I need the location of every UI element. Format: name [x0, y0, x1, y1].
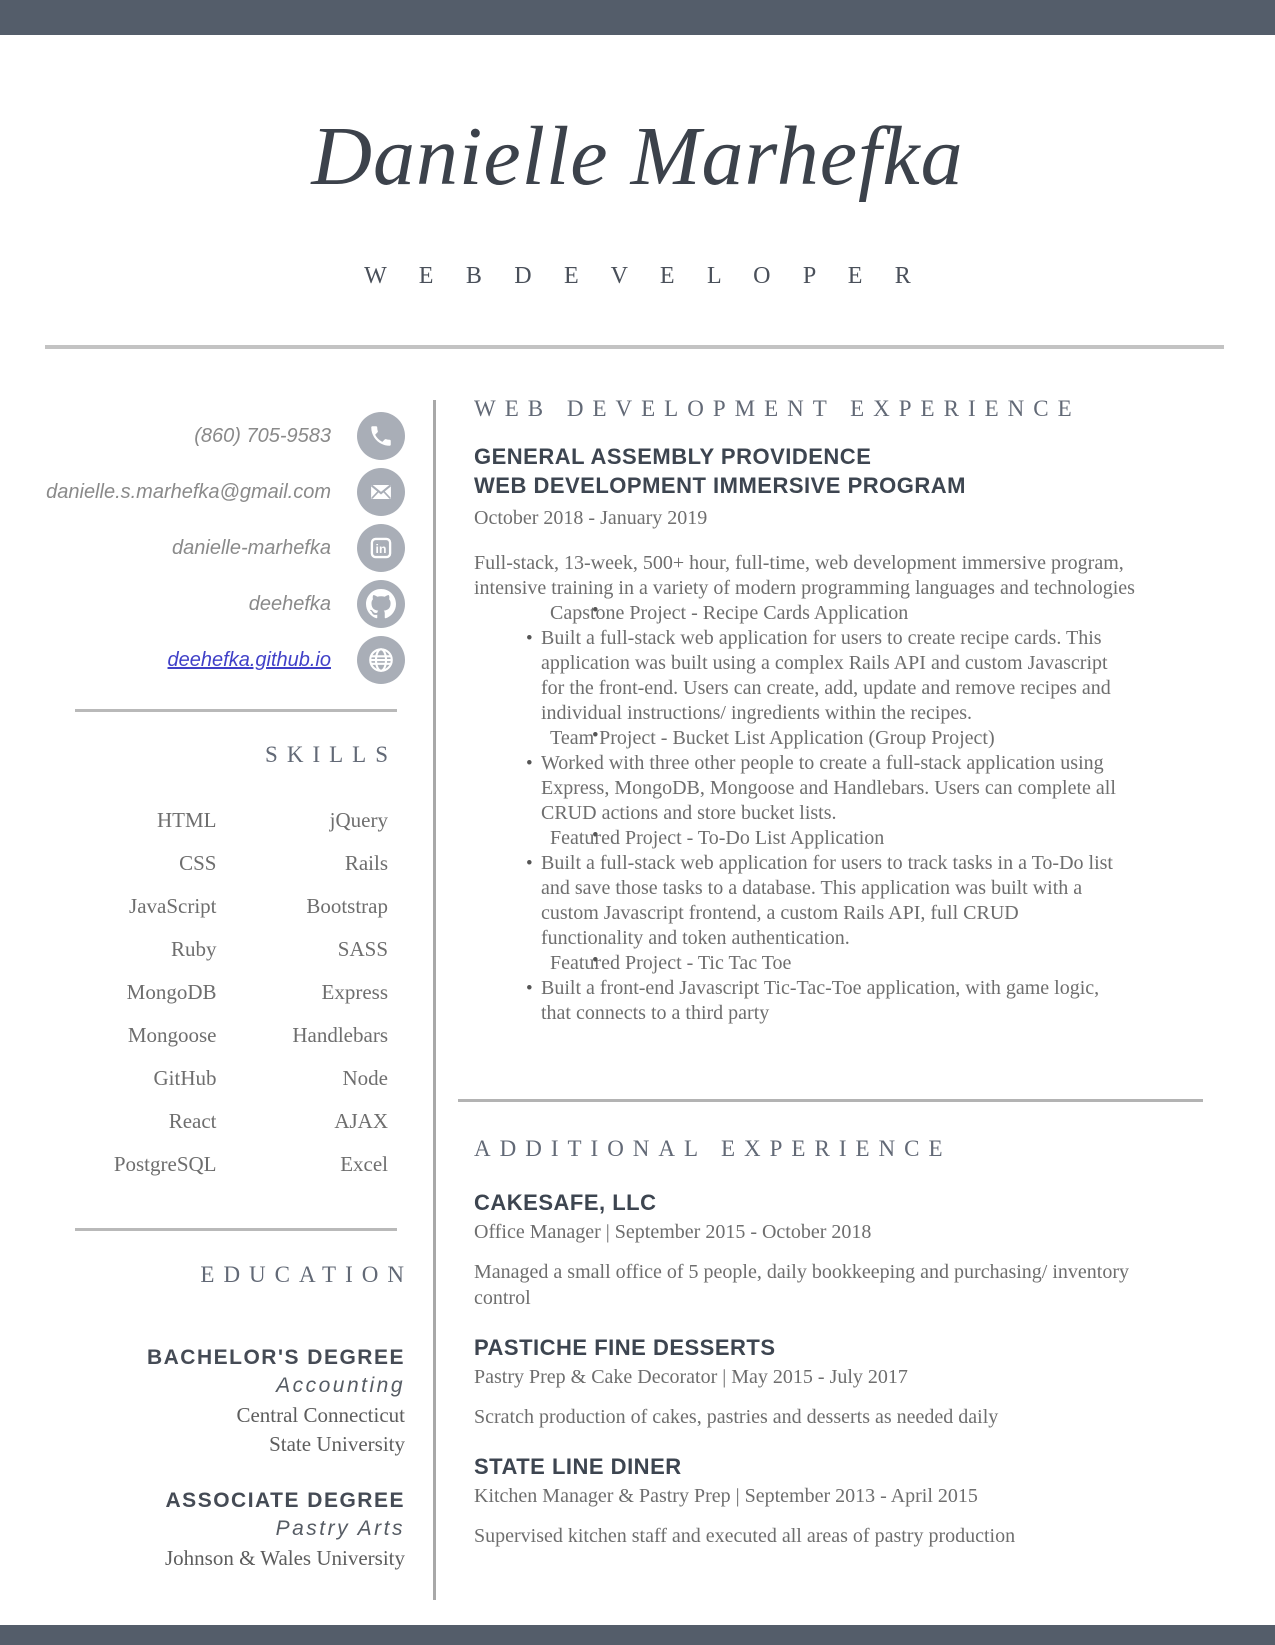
- email-icon: [357, 468, 405, 516]
- skill-item: jQuery: [329, 808, 388, 832]
- svg-text:in: in: [375, 541, 387, 556]
- skill-item: Node: [342, 1066, 388, 1090]
- degree-title: BACHELOR'S DEGREE: [146, 1346, 405, 1369]
- skill-item: Bootstrap: [306, 894, 388, 918]
- skill-item: AJAX: [334, 1109, 388, 1133]
- contact-row-phone: [45, 412, 405, 460]
- job-role-dates: Pastry Prep & Cake Decorator | May 2015 - July 2017: [474, 1366, 908, 1388]
- company-name: STATE LINE DINER: [474, 1454, 682, 1479]
- bottom-accent-bar: [0, 1625, 1275, 1645]
- company-name: PASTICHE FINE DESSERTS: [474, 1335, 776, 1360]
- job-entry: [474, 1454, 1204, 1549]
- contact-row-website: [45, 636, 405, 684]
- linkedin-handle: danielle-marhefka: [172, 536, 331, 559]
- job-description: Managed a small office of 5 people, daily bookkeeping and purchasing/ inventory control: [474, 1261, 1129, 1309]
- linkedin-icon: [357, 524, 405, 572]
- phone-icon: [357, 412, 405, 460]
- project-title: • Featured Project - Tic Tac Toe: [550, 951, 1204, 976]
- skill-item: SASS: [337, 937, 388, 961]
- github-icon: [357, 580, 405, 628]
- person-title: W E B D E V E L O P E R: [364, 263, 925, 289]
- contact-row-github: [45, 580, 405, 628]
- project-item: [474, 726, 1204, 751]
- company-name: CAKESAFE, LLC: [474, 1190, 657, 1215]
- job-role-dates: Office Manager | September 2015 - October 2018: [474, 1221, 872, 1243]
- degree-field: Accounting: [276, 1374, 405, 1397]
- left-divider-2: [75, 1228, 397, 1231]
- email-address: danielle.s.marhefka@gmail.com: [46, 480, 331, 503]
- project-title: • Team Project - Bucket List Application (Group Project): [550, 726, 1204, 751]
- skills-heading: SKILLS: [265, 742, 397, 767]
- degree-field: Pastry Arts: [275, 1517, 405, 1540]
- job-role-dates: Kitchen Manager & Pastry Prep | September 2013 - April 2015: [474, 1485, 978, 1507]
- education-entry: [45, 1344, 405, 1459]
- globe-icon: [357, 636, 405, 684]
- skill-item: Rails: [344, 851, 388, 875]
- top-accent-bar: [0, 0, 1275, 35]
- left-divider-1: [75, 709, 397, 712]
- skill-item: Mongoose: [127, 1023, 217, 1047]
- program-summary: Full-stack, 13-week, 500+ hour, full-time, web development immersive program, intensive training in a variety of modern programming languages and technologies: [474, 552, 1135, 599]
- project-detail: • Built a full-stack web application for users to create recipe cards. This application was built using a complex Rails API and custom Javascript for the front-end. Users can create, add, update and remove recipes and individual instructions/ ingredients within the recipes.: [474, 626, 1121, 726]
- project-item: [474, 826, 1204, 851]
- contact-row-email: [45, 468, 405, 516]
- website-link[interactable]: deehefka.github.io: [167, 648, 331, 671]
- job-entry: [474, 1335, 1204, 1430]
- project-item: [474, 601, 1204, 626]
- project-title: • Featured Project - To-Do List Application: [550, 826, 1204, 851]
- job-description: Scratch production of cakes, pastries and desserts as needed daily: [474, 1406, 999, 1428]
- project-detail: • Worked with three other people to create a full-stack application using Express, MongoDB, Mongoose and Handlebars. Users can complete all CRUD actions and store bucket lists.: [474, 751, 1121, 826]
- skill-item: CSS: [179, 851, 217, 875]
- degree-title: ASSOCIATE DEGREE: [165, 1489, 405, 1512]
- project-title: • Capstone Project - Recipe Cards Application: [550, 601, 1204, 626]
- skills-list: [45, 799, 388, 1186]
- skill-item: Handlebars: [292, 1023, 388, 1047]
- column-divider: [433, 400, 436, 1600]
- skill-item: Express: [321, 980, 388, 1004]
- project-detail: • Built a front-end Javascript Tic-Tac-Toe application, with game logic, that connects to a third party: [474, 976, 1121, 1026]
- header-divider: [45, 345, 1224, 349]
- skill-item: MongoDB: [126, 980, 217, 1004]
- contact-section: [45, 412, 405, 692]
- job-description: Supervised kitchen staff and executed all areas of pastry production: [474, 1525, 1016, 1547]
- degree-school: Central Connecticut: [236, 1403, 405, 1427]
- right-divider: [458, 1099, 1203, 1102]
- additional-experience-heading: ADDITIONAL EXPERIENCE: [474, 1136, 952, 1161]
- degree-school: Johnson & Wales University: [165, 1546, 405, 1570]
- org-name: GENERAL ASSEMBLY PROVIDENCE: [474, 444, 872, 469]
- education-heading: EDUCATION: [200, 1262, 413, 1287]
- project-detail: • Built a full-stack web application for users to track tasks in a To-Do list and save those tasks to a database. This application was built with a custom Javascript frontend, a custom Rails API, full CRUD functionality and token authentication.: [474, 851, 1121, 951]
- program-name: WEB DEVELOPMENT IMMERSIVE PROGRAM: [474, 473, 966, 498]
- education-entry: [45, 1487, 405, 1573]
- web-experience-section: [474, 396, 1204, 1026]
- job-entry: [474, 1190, 1204, 1311]
- additional-experience-section: [474, 1190, 1204, 1573]
- skill-item: HTML: [157, 808, 217, 832]
- skill-item: GitHub: [153, 1066, 217, 1090]
- contact-row-linkedin: [45, 524, 405, 572]
- skill-item: JavaScript: [129, 894, 217, 918]
- project-item: [474, 951, 1204, 976]
- web-experience-heading: WEB DEVELOPMENT EXPERIENCE: [474, 396, 1081, 421]
- website-link-wrap: [168, 649, 331, 672]
- person-name: Danielle Marhefka: [311, 110, 964, 203]
- github-handle: deehefka: [248, 592, 331, 615]
- program-dates: October 2018 - January 2019: [474, 507, 708, 529]
- phone-number: (860) 705-9583: [194, 424, 331, 447]
- skill-item: PostgreSQL: [113, 1152, 217, 1176]
- skill-item: React: [168, 1109, 217, 1133]
- skill-item: Excel: [340, 1152, 388, 1176]
- skill-item: Ruby: [170, 937, 217, 961]
- degree-school: State University: [269, 1432, 405, 1456]
